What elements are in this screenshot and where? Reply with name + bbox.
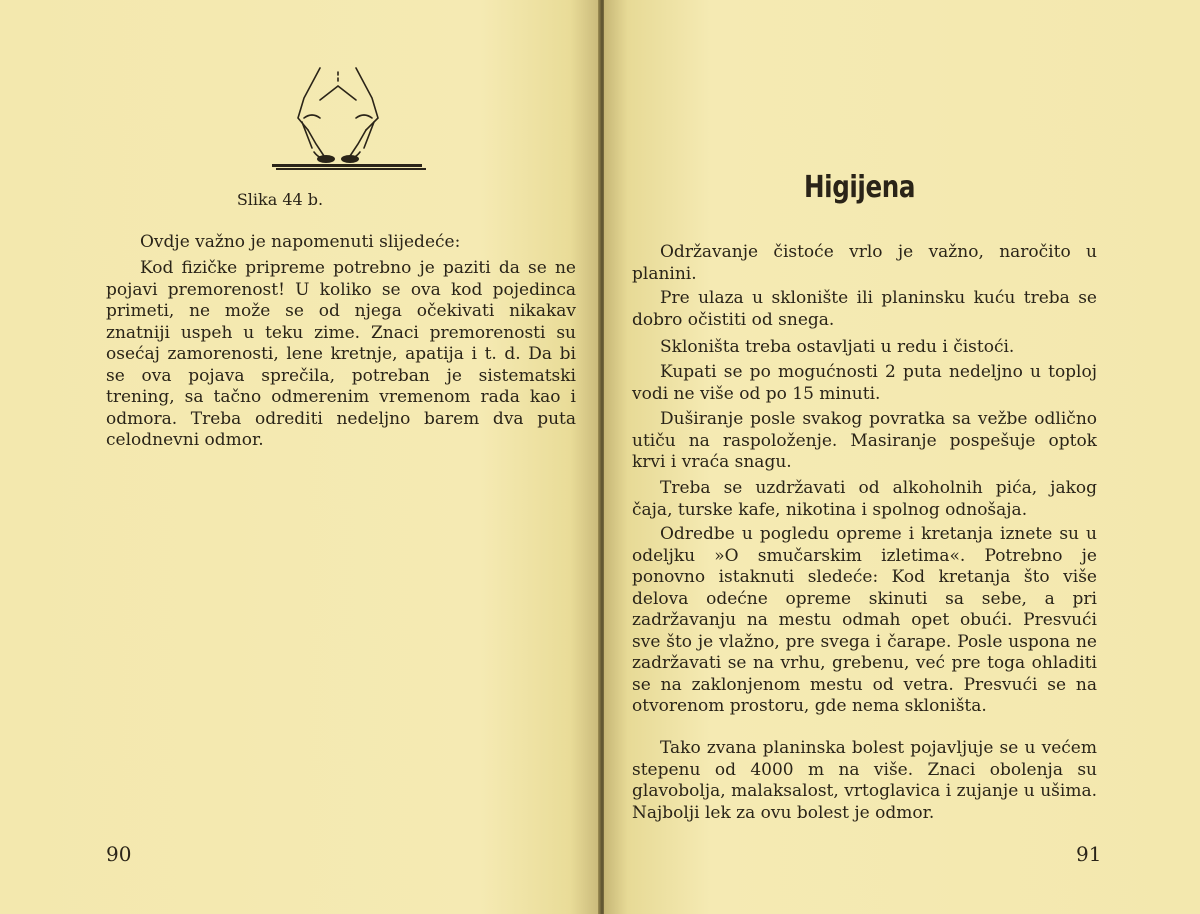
right-page [604,0,1200,914]
paragraph: Treba se uzdržavati od alkoholnih pića, jakog čaja, turske kafe, nikotina i spolnog odnošaja. [632,478,1097,520]
paragraph: Održavanje čistoće vrlo je važno, naročito u planini. [632,242,1097,284]
paragraph: Duširanje posle svakog povratka sa vežbe odlično utiču na raspoloženje. Masiranje pospešuje optok krvi i vraća snagu. [632,409,1097,472]
paragraph: Skloništa treba ostavljati u redu i čistoći. [660,337,1015,357]
paragraph: Ovdje važno je napomenuti slijedeće: [140,232,461,252]
paragraph: Kupati se po mogućnosti 2 puta nedeljno u toploj vodi ne više od po 15 minuti. [632,362,1097,404]
section-title: Higijena [804,170,916,205]
figure-caption: Slika 44 b. [236,190,324,209]
page-number: 90 [106,842,132,866]
paragraph: Pre ulaza u sklonište ili planinsku kuću treba se dobro očistiti od snega. [632,288,1097,330]
paragraph: Odredbe u pogledu opreme i kretanja iznete su u odeljku »O smučarskim izletima«. Potrebno je ponovno istaknuti sledeće: Kod kretanja što više delova odećne opreme skinuti sa sebe, a pri zadržavanju na mestu odmah opet obući. Presvući sve što je vlažno, pre svega i čarape. Posle uspona ne zadržavati se na vrhu, grebenu, već pre toga ohladiti se na zaklonjenom mestu od vetra. Presvući se na otvorenom prostoru, gde nema skloništa. [632,524,1097,716]
page-number: 91 [1076,842,1102,866]
paragraph: Kod fizičke pripreme potrebno je paziti da se ne pojavi premorenost! U koliko se ova kod pojedinca primeti, ne može se od njega očekivati nikakav znatniji uspeh u teku zime. Znaci premorenosti su osećaj zamorenosti, lene kretnje, apatija i t. d. Da bi se ova pojava sprečila, potreban je sistematski trening, sa tačno odmerenim vremenom rada kao i odmora. Treba odrediti nedeljno barem dva puta celodnevni odmor. [106,258,576,450]
ski-exercise-illustration [268,60,433,180]
paragraph: Tako zvana planinska bolest pojavljuje se u većem stepenu od 4000 m na više. Znaci obolenja su glavobolja, malaksalost, vrtoglavica i zujanje u ušima. Najbolji lek za ovu bolest je odmor. [632,738,1097,823]
